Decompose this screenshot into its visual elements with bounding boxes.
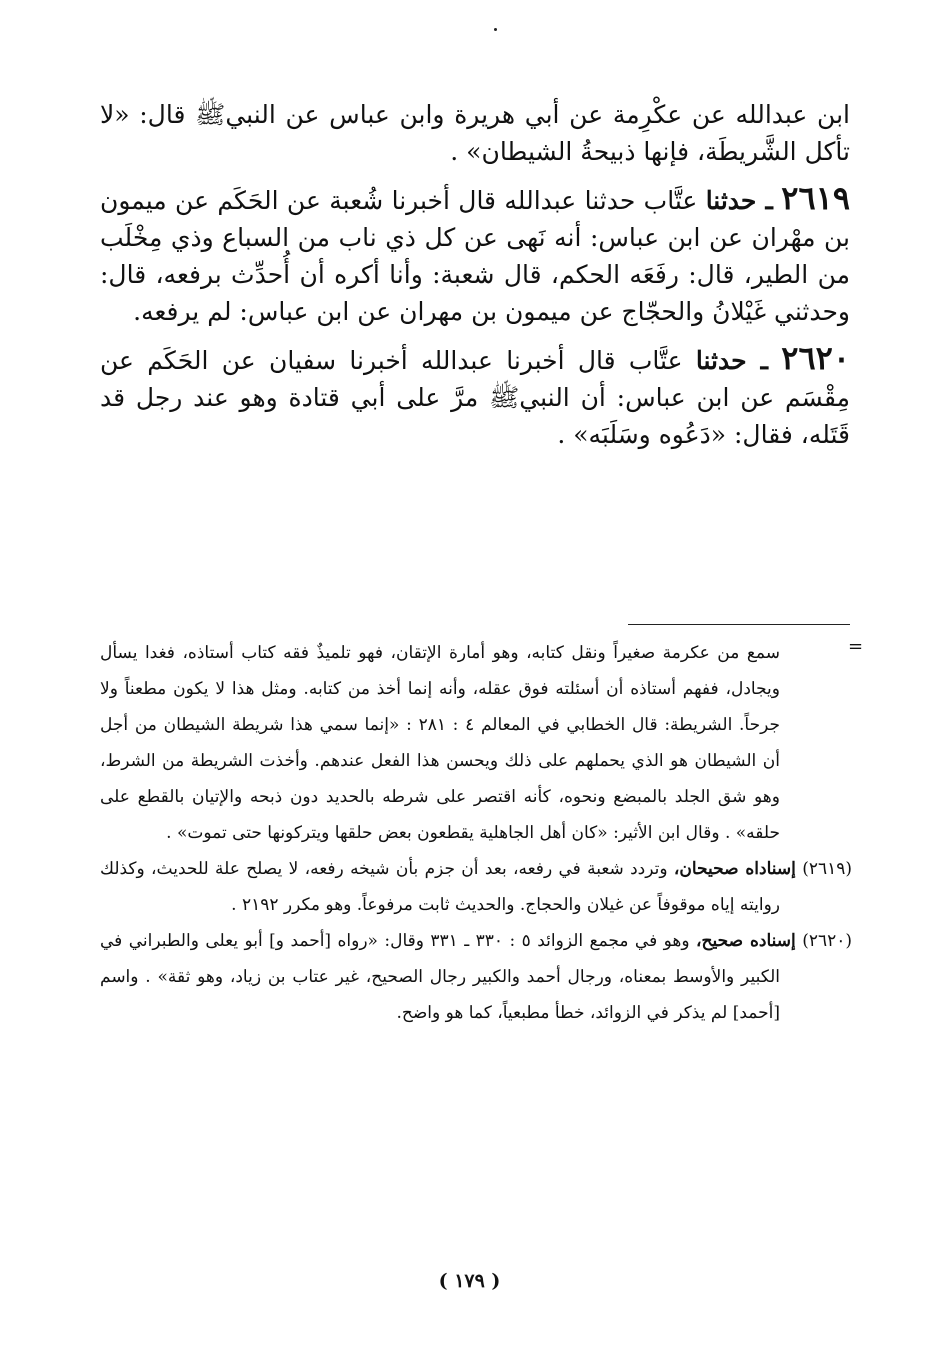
footnote-body: وتردد شعبة في رفعه، بعد أن جزم بأن شيخه رفعه، لا يصلح علة للحديث، وكذلك روايته إياه موقوفاً عن غيلان والحجاج. والحديث ثابت مرفوعاً. وهو مكرر ٢١٩٢ .: [100, 859, 780, 915]
hadith-2619: [100, 180, 850, 330]
footnote-number: (٢٦٢٠): [802, 931, 852, 951]
footnote-continuation: سمع من عكرمة صغيراً ونقل كتابه، وهو أمارة الإتقان، فهو تلميذٌ فقه كتاب أستاذه، فغدا يسأل ويجادل، ففهم أستاذه أن أسئلته فوق عقله، وأنه إنما أخذ من كتابه. ومثل هذا لا يكون مطعناً ولا جرحاً. الشريطة: قال الخطابي في المعالم ٤ : ٢٨١ : «إنما سمي هذا شريطة الشيطان من أجل أن الشيطان هو الذي يحملهم على ذلك ويحسن هذا الفعل عندهم. وأخذت الشريطة من الشرط، وهو شق الجلد بالمبضع ونحوه، كأنه اقتصر على شرطه بالحديد دون ذبحه والإتيان بالقطع على حلقه» . وقال ابن الأثير: «كان أهل الجاهلية يقطعون بعض حلقها ويتركونها حتى تموت» .: [100, 643, 780, 843]
page-number: ( ١٧٩ ): [438, 1270, 501, 1292]
continuation-marker: =: [848, 636, 864, 657]
footnote-verdict: إسناده صحيح،: [696, 931, 796, 951]
footnote-separator: [628, 624, 850, 625]
hadith-2618-continuation: ابن عبدالله عن عكْرِمة عن أبي هريرة وابن عباس عن النبيﷺ قال: «لا تأكل الشَّريطَة، فإنها ذبيحةُ الشيطان» .: [100, 100, 850, 166]
hadith-body: عتَّاب حدثنا عبدالله قال أخبرنا شُعبة عن الحَكَم عن ميمون بن مهْران عن ابن عباس: أنه نَهى عن كل ذي ناب من السباع وذي مِخْلَب من الطير، قال: رفَعَه الحكم، قال شعبة: وأنا أكره أن أُحدِّث برفعه، قال: وحدثني غَيْلانُ والحجّاج عن ميمون بن مهران عن ابن عباس: لم يرفعه.: [100, 186, 850, 326]
footnote-body: وهو في مجمع الزوائد ٥ : ٣٣٠ ـ ٣٣١ وقال: «رواه [أحمد و] أبو يعلى والطبراني في الكبير والأوسط بمعناه، ورجال أحمد والكبير رجال الصحيح، غير عتاب بن زياد، وهو ثقة» . واسم [أحمد] لم يذكر في الزوائد، خطأ مطبعياً، كما هو واضح.: [100, 931, 780, 1023]
hadith-text: [100, 96, 850, 463]
footnote-2620: [100, 923, 852, 1031]
hadith-keyword: ـ حدثنا: [705, 186, 773, 215]
footnotes: [100, 635, 852, 1031]
hadith-2620: [100, 340, 850, 453]
hadith-keyword: ـ حدثنا: [695, 346, 768, 375]
print-speck: [494, 28, 497, 31]
footnote-number: (٢٦١٩): [802, 859, 853, 879]
footnote-2619: [100, 851, 852, 923]
hadith-number: ٢٦١٩: [781, 179, 850, 217]
footnote-verdict: إسناداه صحيحان،: [673, 859, 796, 879]
hadith-number: ٢٦٢٠: [781, 339, 851, 377]
hadith-body: عتَّاب قال أخبرنا عبدالله أخبرنا سفيان عن الحَكَم عن مِقْسَم عن ابن عباس: أن النبيﷺ مرَّ على أبي قتادة وهو عند رجل قد قَتَله، فقال: «دَعُوه وسَلَبَه» .: [100, 346, 850, 449]
